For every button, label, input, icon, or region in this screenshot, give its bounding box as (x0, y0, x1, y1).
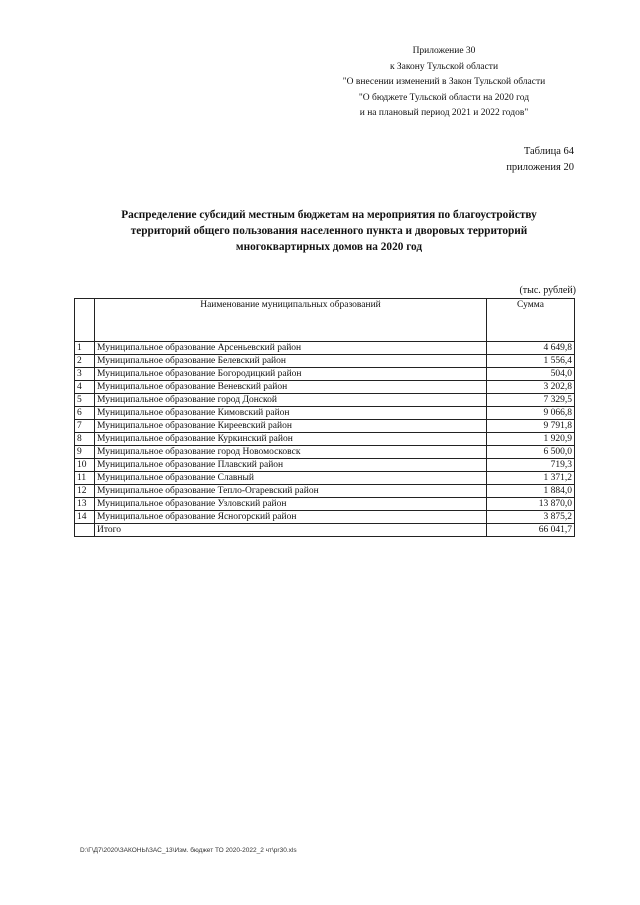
row-sum: 1 556,4 (487, 355, 575, 368)
title-line-1: Распределение субсидий местным бюджетам на мероприятия по благоустройству (121, 209, 537, 221)
row-name: Муниципальное образование Арсеньевский район (95, 342, 487, 355)
row-name: Муниципальное образование Ясногорский район (95, 511, 487, 524)
annex-line-4: "О бюджете Тульской области на 2020 год (358, 92, 530, 103)
row-number: 14 (75, 511, 95, 524)
row-number: 3 (75, 368, 95, 381)
row-sum: 6 500,0 (487, 446, 575, 459)
row-sum: 7 329,5 (487, 394, 575, 407)
table-ref-line-2: приложения 20 (506, 161, 574, 173)
row-number: 8 (75, 433, 95, 446)
table-row (75, 485, 575, 498)
table-row (75, 342, 575, 355)
row-name: Муниципальное образование Богородицкий район (95, 368, 487, 381)
row-name: Муниципальное образование Узловский район (95, 498, 487, 511)
row-number: 10 (75, 459, 95, 472)
row-number: 9 (75, 446, 95, 459)
units-label: (тыс. рублей) (519, 285, 576, 296)
row-name: Муниципальное образование Белевский район (95, 355, 487, 368)
total-num-cell (75, 524, 95, 537)
row-number: 7 (75, 420, 95, 433)
row-number: 13 (75, 498, 95, 511)
row-name: Муниципальное образование Тепло-Огаревский район (95, 485, 487, 498)
annex-line-2: к Закону Тульской области (389, 61, 499, 72)
row-number: 5 (75, 394, 95, 407)
table-row (75, 420, 575, 433)
row-name: Муниципальное образование Славный (95, 472, 487, 485)
row-sum: 4 649,8 (487, 342, 575, 355)
row-sum: 1 884,0 (487, 485, 575, 498)
header-sum-cell: Сумма (487, 299, 575, 342)
table-reference (506, 144, 574, 175)
row-name: Муниципальное образование Кимовский район (95, 407, 487, 420)
row-number: 4 (75, 381, 95, 394)
row-number: 11 (75, 472, 95, 485)
row-name: Муниципальное образование город Донской (95, 394, 487, 407)
table-row (75, 498, 575, 511)
table-row (75, 446, 575, 459)
row-number: 12 (75, 485, 95, 498)
annex-header (314, 44, 574, 122)
header-num-cell (75, 299, 95, 342)
file-path-footer: D:\Г\Д7\2020\ЗАКОНЫ\ЗАС_13\Изм. бюджет ТО 2020-2022_2 чт\pr30.xls (80, 847, 297, 854)
table-row (75, 407, 575, 420)
row-number: 2 (75, 355, 95, 368)
subsidy-table (74, 298, 575, 537)
total-row (75, 524, 575, 537)
row-sum: 3 202,8 (487, 381, 575, 394)
table-row (75, 355, 575, 368)
row-sum: 9 791,8 (487, 420, 575, 433)
row-name: Муниципальное образование Киреевский район (95, 420, 487, 433)
total-sum: 66 041,7 (487, 524, 575, 537)
table-row (75, 472, 575, 485)
annex-line-5: и на плановый период 2021 и 2022 годов" (359, 108, 529, 118)
table-row (75, 381, 575, 394)
row-sum: 504,0 (487, 368, 575, 381)
row-name: Муниципальное образование Веневский район (95, 381, 487, 394)
table-row (75, 459, 575, 472)
row-name: Муниципальное образование Куркинский район (95, 433, 487, 446)
table-row (75, 368, 575, 381)
header-name-cell: Наименование муниципальных образований (95, 299, 487, 342)
row-sum: 1 371,2 (487, 472, 575, 485)
row-sum: 9 066,8 (487, 407, 575, 420)
annex-line-1: Приложение 30 (412, 46, 476, 56)
title-line-3: многоквартирных домов на 2020 год (235, 241, 423, 253)
table-body (75, 342, 575, 537)
document-title (60, 207, 598, 255)
row-name: Муниципальное образование город Новомосковск (95, 446, 487, 459)
row-number: 1 (75, 342, 95, 355)
annex-line-3: "О внесении изменений в Закон Тульской области (342, 77, 546, 87)
total-label: Итого (95, 524, 487, 537)
table-row (75, 433, 575, 446)
row-sum: 13 870,0 (487, 498, 575, 511)
row-name: Муниципальное образование Плавский район (95, 459, 487, 472)
title-line-2: территорий общего пользования населенного пункта и дворовых территорий (130, 225, 528, 237)
table-row (75, 394, 575, 407)
row-sum: 719,3 (487, 459, 575, 472)
row-sum: 1 920,9 (487, 433, 575, 446)
table-row (75, 511, 575, 524)
row-number: 6 (75, 407, 95, 420)
row-sum: 3 875,2 (487, 511, 575, 524)
table-header-row (75, 299, 575, 342)
table-ref-line-1: Таблица 64 (523, 146, 574, 157)
